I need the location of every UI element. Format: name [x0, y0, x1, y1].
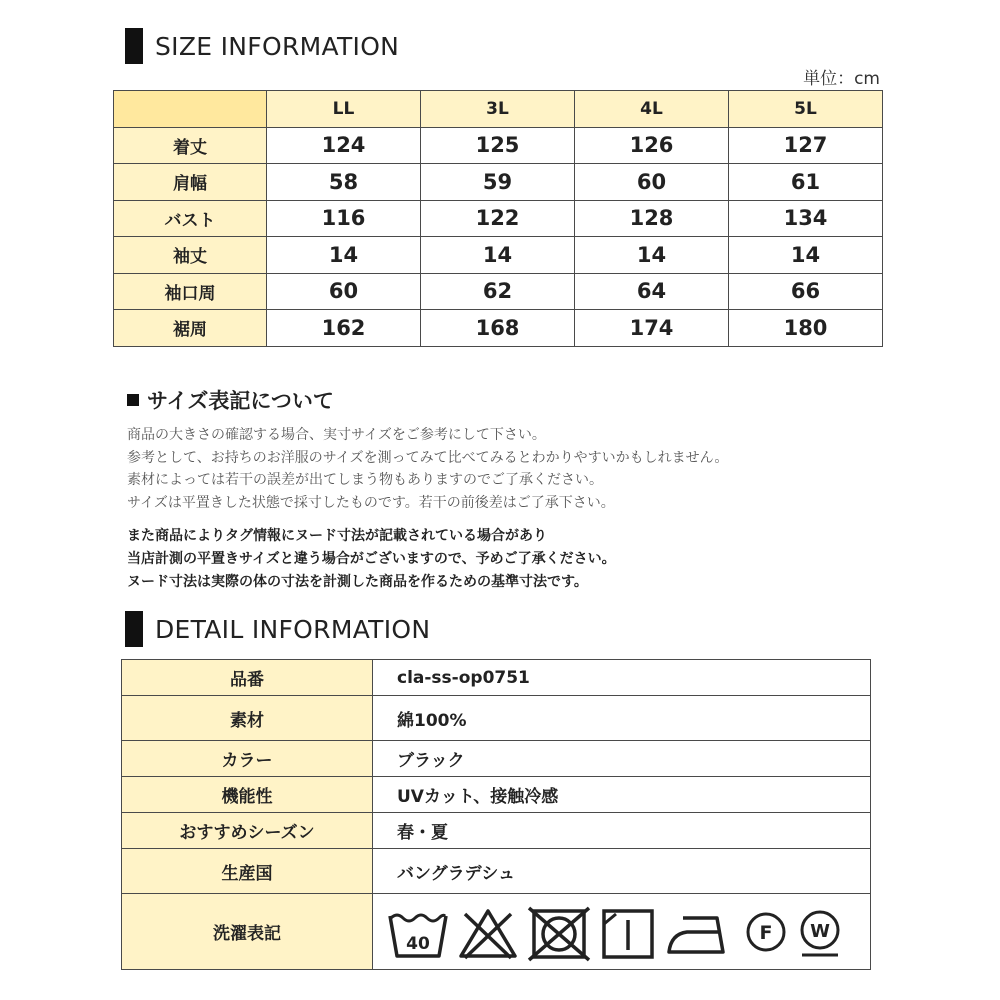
- size-cell: 61: [729, 164, 883, 201]
- size-row-label: 袖丈: [114, 237, 267, 274]
- care-icons: [387, 902, 870, 962]
- size-table: [113, 90, 883, 347]
- table-row: [114, 127, 883, 164]
- note-line: 参考として、お持ちのお洋服のサイズを測ってみて比べてみるとわかりやすいかもしれません。: [127, 449, 729, 466]
- detail-value: 春・夏: [373, 813, 871, 849]
- no-bleach-icon: [457, 906, 519, 962]
- detail-label: 品番: [122, 660, 373, 696]
- detail-label: おすすめシーズン: [122, 813, 373, 849]
- size-cell: 58: [267, 164, 421, 201]
- size-cell: 125: [421, 127, 575, 164]
- note-line: 素材によっては若干の誤差が出てしまう物もありますのでご了承ください。: [127, 472, 603, 488]
- table-row: [114, 310, 883, 347]
- detail-label: 生産国: [122, 849, 373, 894]
- table-row: [122, 660, 871, 696]
- care-label: 洗濯表記: [122, 894, 373, 970]
- size-cell: 162: [267, 310, 421, 347]
- note-bold-line: 当店計測の平置きサイズと違う場合がございますので、予めご了承ください。: [127, 551, 616, 567]
- size-cell: 66: [729, 273, 883, 310]
- size-section-title: [125, 28, 399, 64]
- size-cell: 62: [421, 273, 575, 310]
- size-cell: 14: [267, 237, 421, 274]
- wet-clean-w-icon: [797, 906, 843, 962]
- detail-value: cla-ss-op0751: [373, 660, 871, 696]
- detail-table: [121, 659, 871, 970]
- title-bar-decoration: [125, 28, 143, 64]
- note-bold-line: ヌード寸法は実際の体の寸法を計測した商品を作るための基準寸法です。: [127, 574, 588, 590]
- size-cell: 116: [267, 200, 421, 237]
- table-row: [122, 777, 871, 813]
- size-cell: 60: [575, 164, 729, 201]
- unit-note: 単位：cm: [803, 69, 880, 89]
- size-cell: 60: [267, 273, 421, 310]
- size-cell: 128: [575, 200, 729, 237]
- detail-title-text: DETAIL INFORMATION: [155, 614, 431, 644]
- no-tumble-dry-icon: [527, 906, 591, 962]
- size-row-label: バスト: [114, 200, 267, 237]
- size-cell: 64: [575, 273, 729, 310]
- size-cell: 124: [267, 127, 421, 164]
- notes-bold-body: [127, 525, 616, 594]
- detail-label: カラー: [122, 741, 373, 777]
- detail-section-title: [125, 611, 430, 647]
- size-col-4l: 4L: [575, 91, 729, 128]
- notes-body: [127, 424, 728, 514]
- size-cell: 127: [729, 127, 883, 164]
- size-col-3l: 3L: [421, 91, 575, 128]
- detail-value: 綿100%: [373, 696, 871, 741]
- notes-heading-text: サイズ表記について: [147, 389, 334, 413]
- size-cell: 14: [729, 237, 883, 274]
- detail-value: UVカット、接触冷感: [373, 777, 871, 813]
- size-row-label: 袖口周: [114, 273, 267, 310]
- line-dry-icon: [599, 906, 657, 962]
- note-line: サイズは平置きした状態で採寸したものです。若干の前後差はご了承下さい。: [127, 494, 615, 511]
- table-row: [114, 237, 883, 274]
- size-cell: 14: [421, 237, 575, 274]
- size-row-label: 着丈: [114, 127, 267, 164]
- size-cell: 14: [575, 237, 729, 274]
- size-col-ll: LL: [267, 91, 421, 128]
- table-row: [122, 894, 871, 970]
- wash-temp-text: 40: [406, 933, 430, 954]
- table-row: [122, 741, 871, 777]
- square-bullet-icon: [127, 394, 139, 406]
- size-cell: 168: [421, 310, 575, 347]
- table-row: [122, 696, 871, 741]
- size-cell: 122: [421, 200, 575, 237]
- size-cell: 126: [575, 127, 729, 164]
- wet-clean-w-text: W: [810, 920, 830, 942]
- table-row: [122, 813, 871, 849]
- care-icons-cell: [373, 894, 871, 970]
- dry-clean-f-text: F: [759, 921, 773, 944]
- size-header-row: [114, 91, 883, 128]
- table-row: [114, 164, 883, 201]
- wash-tub-40-icon: [387, 906, 449, 962]
- title-bar-decoration: [125, 611, 143, 647]
- note-line: 商品の大きさの確認する場合、実寸サイズをご参考にして下さい。: [127, 427, 546, 443]
- size-cell: 59: [421, 164, 575, 201]
- size-cell: 174: [575, 310, 729, 347]
- size-title-text: SIZE INFORMATION: [155, 31, 400, 61]
- detail-label: 素材: [122, 696, 373, 741]
- iron-icon: [665, 906, 735, 962]
- size-header-corner: [114, 91, 267, 128]
- size-col-5l: 5L: [729, 91, 883, 128]
- table-row: [114, 273, 883, 310]
- table-row: [122, 849, 871, 894]
- size-row-label: 裾周: [114, 310, 267, 347]
- size-cell: 134: [729, 200, 883, 237]
- notes-heading: [127, 385, 334, 415]
- detail-value: ブラック: [373, 741, 871, 777]
- detail-label: 機能性: [122, 777, 373, 813]
- size-cell: 180: [729, 310, 883, 347]
- dry-clean-f-icon: [743, 906, 789, 962]
- table-row: [114, 200, 883, 237]
- detail-value: バングラデシュ: [373, 849, 871, 894]
- size-row-label: 肩幅: [114, 164, 267, 201]
- note-bold-line: また商品によりタグ情報にヌード寸法が記載されている場合があり: [127, 528, 547, 544]
